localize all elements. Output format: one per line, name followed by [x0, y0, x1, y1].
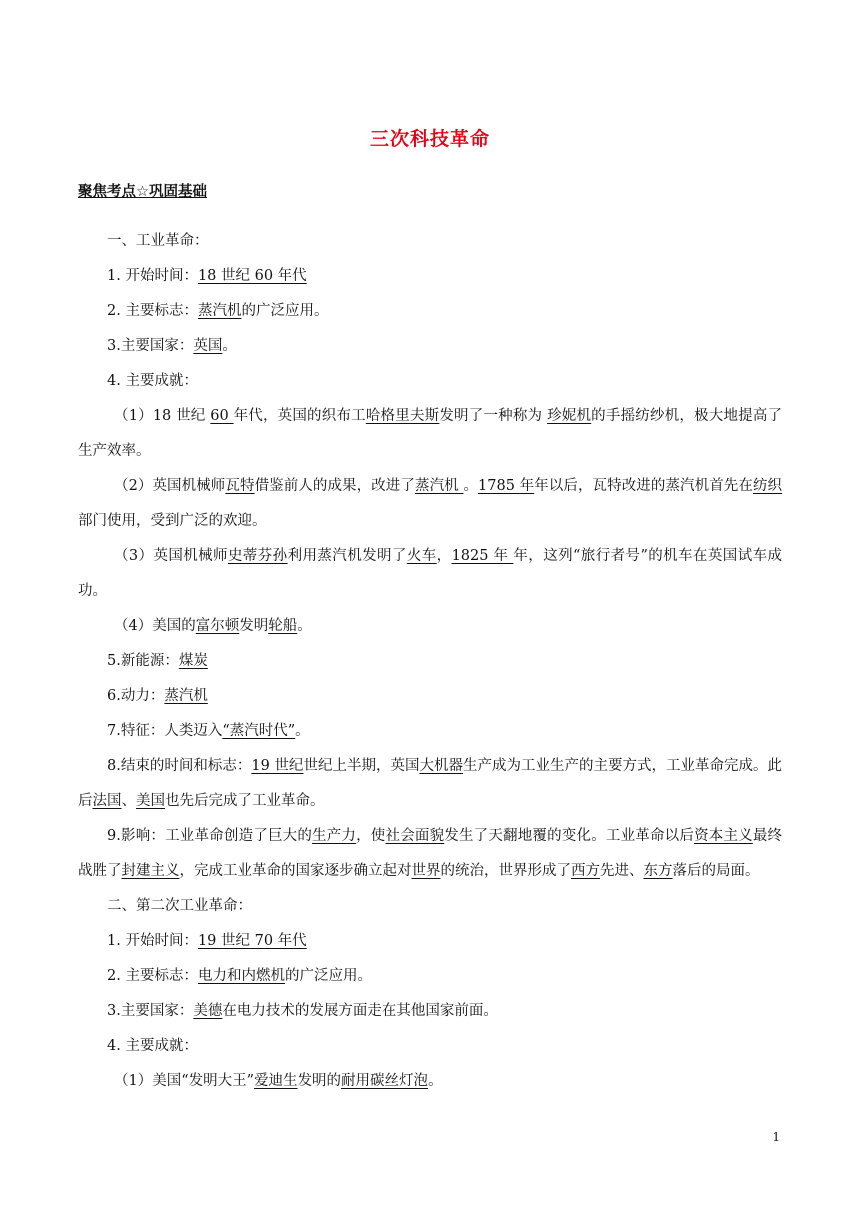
paragraph-text: 最终战胜了: [78, 828, 783, 879]
paragraph-text: 的统治，世界形成了: [440, 863, 571, 879]
paragraph-text: 2. 主要标志：: [107, 303, 198, 319]
paragraph: [78, 819, 782, 889]
underlined-answer: 封建主义: [121, 863, 180, 879]
paragraph: [78, 469, 782, 539]
paragraph-text: 借鉴前人的成果，改进了: [254, 478, 415, 494]
underlined-answer: 西方: [571, 863, 600, 879]
underlined-answer: 蒸汽机: [197, 303, 242, 319]
paragraph-text: 生产成为工业生产的主要方式，工业革命完成。此后: [78, 758, 783, 809]
underlined-answer: 瓦特: [225, 478, 255, 494]
document-body: [78, 224, 782, 1099]
paragraph: [78, 924, 782, 959]
underlined-answer: 轮船: [268, 618, 298, 634]
underlined-answer: 蒸汽机: [414, 478, 464, 494]
paragraph-text: 也先后完成了工业革命。: [165, 793, 325, 809]
underlined-answer: 法国: [92, 793, 122, 809]
paragraph-text: 二、第二次工业革命：: [107, 898, 252, 914]
paragraph: [78, 959, 782, 994]
paragraph-text: 3.主要国家：: [107, 1003, 194, 1019]
underlined-answer: 19 世纪 70 年代: [197, 933, 307, 949]
paragraph-text: 的广泛应用。: [241, 303, 329, 319]
paragraph-text: 6.动力：: [107, 688, 165, 704]
underlined-answer: 爱迪生: [254, 1073, 298, 1089]
paragraph-text: 。: [463, 478, 479, 494]
underlined-answer: 火车: [406, 548, 437, 564]
underlined-answer: 史蒂芬孙: [227, 548, 288, 564]
underlined-answer: 生产力: [312, 828, 357, 844]
underlined-answer: 英国: [193, 338, 223, 354]
underlined-answer: 19 世纪: [251, 758, 304, 774]
paragraph: [78, 259, 782, 294]
paragraph-text: （3）英国机械师: [114, 548, 228, 564]
paragraph-text: ，: [436, 548, 452, 564]
paragraph: [78, 364, 782, 399]
underlined-answer: 社会面貌: [385, 828, 445, 844]
paragraph-text: 9.影响：工业革命创造了巨大的: [107, 828, 313, 844]
paragraph: [78, 749, 782, 819]
paragraph: [78, 644, 782, 679]
paragraph: [78, 609, 782, 644]
paragraph: [78, 224, 782, 259]
underlined-answer: 大机器: [419, 758, 463, 774]
underlined-answer: 资本主义: [694, 828, 753, 844]
paragraph-text: 。: [295, 723, 310, 739]
paragraph-text: 。: [428, 1073, 443, 1089]
paragraph-text: ，使: [356, 828, 386, 844]
underlined-answer: 世界: [411, 863, 441, 879]
paragraph-text: 发明了一种称为: [439, 408, 548, 424]
paragraph-text: 3.主要国家：: [107, 338, 194, 354]
underlined-answer: 煤炭: [178, 653, 208, 669]
paragraph-text: 年，这列“旅行者号”的机车在英国试车成功。: [78, 548, 783, 599]
underlined-answer: 60: [210, 408, 234, 424]
paragraph-text: 的手摇纺纱机，极大地提高了生产效率。: [78, 408, 783, 459]
page-number: 1: [772, 1130, 780, 1144]
paragraph: [78, 294, 782, 329]
paragraph: [78, 1029, 782, 1064]
paragraph-text: 世纪上半期，英国: [303, 758, 420, 774]
paragraph-text: 1. 开始时间：: [107, 933, 198, 949]
paragraph-text: 先进、: [600, 863, 644, 879]
paragraph-text: 发明的: [297, 1073, 342, 1089]
paragraph-text: 发生了天翻地覆的变化。工业革命以后: [444, 828, 695, 844]
paragraph-text: 发明: [239, 618, 269, 634]
paragraph-text: 4. 主要成就：: [107, 373, 198, 389]
underlined-answer: 纺织: [752, 478, 783, 494]
paragraph: [78, 994, 782, 1029]
paragraph-text: 8.结束的时间和标志：: [107, 758, 252, 774]
underlined-answer: 18 世纪 60 年代: [197, 268, 307, 284]
paragraph-text: （1）18 世纪: [114, 408, 211, 424]
paragraph: [78, 679, 782, 714]
paragraph-text: 年代，英国的织布工: [233, 408, 366, 424]
paragraph-text: 7.特征：人类迈入: [107, 723, 223, 739]
paragraph: [78, 329, 782, 364]
paragraph-text: （2）英国机械师: [114, 478, 226, 494]
paragraph-text: 2. 主要标志：: [107, 968, 198, 984]
paragraph: [78, 714, 782, 749]
underlined-answer: 蒸汽机: [164, 688, 208, 704]
paragraph-text: 的广泛应用。: [284, 968, 372, 984]
paragraph: [78, 889, 782, 924]
underlined-answer: 富尔顿: [195, 618, 240, 634]
paragraph-text: 利用蒸汽机发明了: [287, 548, 407, 564]
underlined-answer: 美德: [193, 1003, 223, 1019]
paragraph-text: 落后的局面。: [672, 863, 760, 879]
paragraph: [78, 539, 782, 609]
paragraph: [78, 1064, 782, 1099]
underlined-answer: “蒸汽时代”: [222, 723, 296, 739]
paragraph-text: 1. 开始时间：: [107, 268, 198, 284]
section-heading: 聚焦考点☆巩固基础: [78, 184, 207, 200]
underlined-answer: 哈格里夫斯: [365, 408, 440, 424]
paragraph-text: 。: [222, 338, 237, 354]
paragraph-text: ，完成工业革命的国家逐步确立起对: [179, 863, 412, 879]
paragraph-text: 。: [297, 618, 312, 634]
underlined-answer: 1785 年: [478, 478, 535, 494]
paragraph-text: 4. 主要成就：: [107, 1038, 198, 1054]
paragraph-text: 年以后，瓦特改进的蒸汽机首先在: [534, 478, 753, 494]
paragraph-text: 部门使用，受到广泛的欢迎。: [78, 513, 267, 529]
paragraph-text: （4）美国的: [114, 618, 196, 634]
paragraph: [78, 399, 782, 469]
document-title: 三次科技革命: [369, 128, 490, 150]
underlined-answer: 珍妮机: [547, 408, 592, 424]
underlined-answer: 美国: [136, 793, 165, 809]
paragraph-text: （1）美国“发明大王”: [114, 1073, 255, 1089]
paragraph-text: 一、工业革命：: [107, 233, 209, 249]
paragraph-text: 、: [121, 793, 136, 809]
underlined-answer: 电力和内燃机: [197, 968, 285, 984]
paragraph-text: 在电力技术的发展方面走在其他国家前面。: [222, 1003, 498, 1019]
underlined-answer: 耐用碳丝灯泡: [341, 1073, 429, 1089]
underlined-answer: 1825 年: [451, 548, 514, 564]
underlined-answer: 东方: [643, 863, 673, 879]
paragraph-text: 5.新能源：: [107, 653, 179, 669]
